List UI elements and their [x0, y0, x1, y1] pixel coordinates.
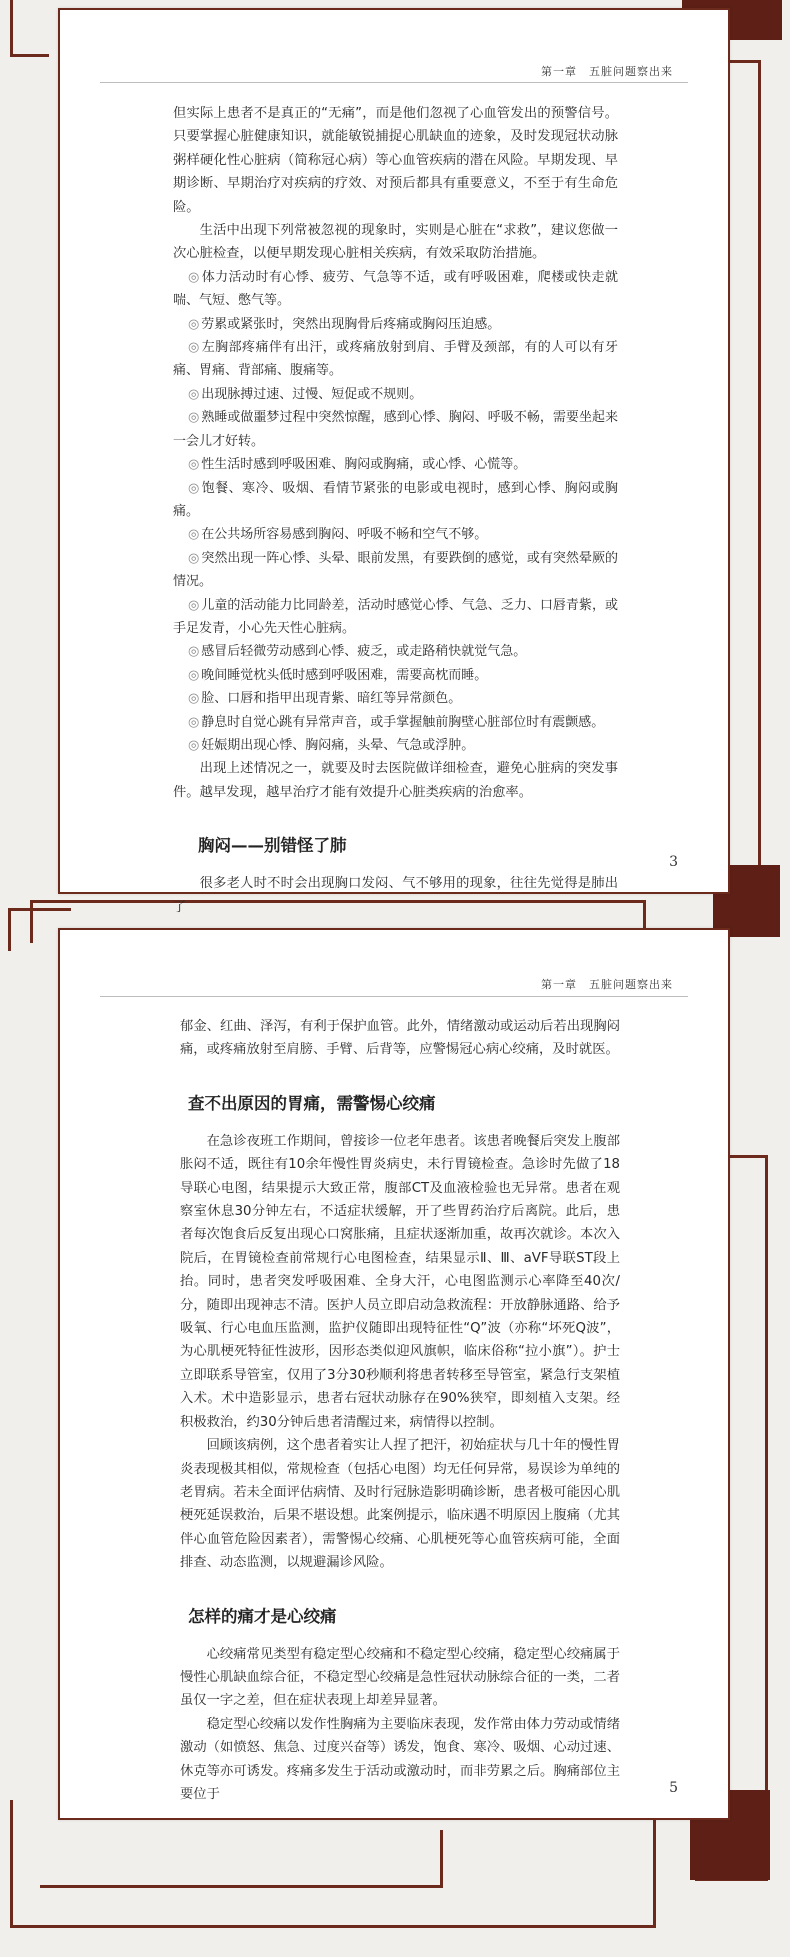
- bullet-icon: ◎: [187, 550, 200, 566]
- book-page-3: [58, 8, 730, 915]
- list-item: ◎ 儿童的活动能力比同龄差，活动时感觉心悸、气急、乏力、口唇青紫，或手足发青，小心先天性心脏病。: [173, 597, 618, 636]
- bullet-icon: ◎: [187, 667, 200, 683]
- page-body: [180, 1015, 620, 1806]
- section-title: 怎样的痛才是心绞痛: [188, 1606, 337, 1626]
- frame-line-top-left: [10, 0, 49, 57]
- list-item: ◎ 感冒后轻微劳动感到心悸、疲乏，或走路稍快就觉气急。: [187, 644, 527, 660]
- paragraph: 在急诊夜班工作期间，曾接诊一位老年患者。该患者晚餐后突发上腹部胀闷不适，既往有10余年慢性胃炎病史，未行胃镜检查。急诊时先做了18导联心电图，结果提示大致正常，腹部CT及血液检验也无异常。患者在观察室休息30分钟左右，不适症状缓解，开了些胃药治疗后离院。此后，患者每次饱食后反复出现心口窝胀痛，且症状逐渐加重，故再次就诊。本次入院后，在胃镜检查前常规行心电图检查，结果显示Ⅱ、Ⅲ、aVF导联ST段上抬。同时，患者突发呼吸困难、全身大汗，心电图监测示心率降至40次/分，随即出现神志不清。医护人员立即启动急救流程：开放静脉通路、给予吸氧、行心电血压监测，监护仪随即出现特征性“Q”波（亦称“坏死Q波”，为心肌梗死特征性波形，因形态类似迎风旗帜，临床俗称“拉小旗”）。护士立即联系导管室，仅用了3分30秒顺利将患者转移至导管室，紧急行支架植入术。术中造影显示，患者右冠状动脉存在90%狭窄，即刻植入支架。经积极救治，约30分钟后患者清醒过来，病情得以控制。: [180, 1133, 620, 1430]
- list-item: ◎ 左胸部疼痛伴有出汗，或疼痛放射到肩、手臂及颈部，有的人可以有牙痛、胃痛、背部痛、腹痛等。: [173, 340, 618, 379]
- paragraph: 回顾该病例，这个患者着实让人捏了把汗，初始症状与几十年的慢性胃炎表现极其相似，常规检查（包括心电图）均无任何异常，易误诊为单纯的老胃病。若未全面评估病情、及时行冠脉造影明确诊断，患者极可能因心肌梗死延误救治，后果不堪设想。此案例提示，临床遇不明原因上腹痛（尤其伴心血管危险因素者），需警惕心绞痛、心肌梗死等心血管疾病可能，全面排查、动态监测，以规避漏诊风险。: [180, 1438, 620, 1571]
- page-number: 5: [669, 1780, 678, 1796]
- bullet-icon: ◎: [187, 691, 200, 707]
- list-item: ◎ 在公共场所容易感到胸闷、呼吸不畅和空气不够。: [187, 527, 488, 543]
- list-item: ◎ 性生活时感到呼吸困难、胸闷或胸痛，或心悸、心慌等。: [187, 457, 527, 473]
- paragraph: 心绞痛常见类型有稳定型心绞痛和不稳定型心绞痛，稳定型心绞痛属于慢性心肌缺血综合征，不稳定型心绞痛是急性冠状动脉综合征的一类，二者虽仅一字之差，但在症状表现上却差异显著。: [180, 1646, 620, 1709]
- list-item: ◎ 饱餐、寒冷、吸烟、看情节紧张的电影或电视时，感到心悸、胸闷或胸痛。: [173, 480, 618, 519]
- bullet-icon: ◎: [187, 340, 200, 356]
- page-body: [173, 102, 618, 919]
- paragraph: 郁金、红曲、泽泻，有利于保护血管。此外，情绪激动或运动后若出现胸闷痛，或疼痛放射至肩膀、手臂、后背等，应警惕冠心病心绞痛，及时就医。: [180, 1019, 620, 1058]
- frame-line-bottom-inner: [40, 1830, 443, 1888]
- bullet-icon: ◎: [187, 480, 200, 496]
- list-item: ◎ 晚间睡觉枕头低时感到呼吸困难，需要高枕而睡。: [187, 667, 488, 683]
- paragraph: 但实际上患者不是真正的“无痛”，而是他们忽视了心血管发出的预警信号。只要掌握心脏健康知识，就能敏锐捕捉心肌缺血的迹象，及时发现冠状动脉粥样硬化性心脏病（简称冠心病）等心血管疾病的潜在风险。早期发现、早期诊断、早期治疗对疾病的疗效、对预后都具有重要意义，不至于有生命危险。: [173, 106, 618, 215]
- bullet-icon: ◎: [187, 644, 200, 660]
- bullet-icon: ◎: [187, 527, 200, 543]
- header-rule: [100, 82, 688, 83]
- list-item: ◎ 妊娠期出现心悸、胸闷痛，头晕、气急或浮肿。: [187, 737, 475, 753]
- book-page-5: [58, 928, 730, 1820]
- list-item: ◎ 脸、口唇和指甲出现青紫、暗红等异常颜色。: [187, 691, 462, 707]
- list-item: ◎ 静息时自觉心跳有异常声音，或手掌握触前胸壁心脏部位时有震颤感。: [187, 714, 605, 730]
- list-item: ◎ 出现脉搏过速、过慢、短促或不规则。: [187, 386, 423, 402]
- bullet-icon: ◎: [187, 597, 200, 613]
- running-head: 第一章 五脏问题察出来: [541, 65, 673, 78]
- paragraph: 很多老人时不时会出现胸口发闷、气不够用的现象，往往先觉得是肺出了: [173, 876, 618, 915]
- header-rule: [100, 996, 688, 997]
- symptom-list: [173, 266, 618, 758]
- list-item: ◎ 体力活动时有心悸、疲劳、气急等不适，或有呼吸困难，爬楼或快走就喘、气短、憋气等。: [173, 269, 618, 309]
- list-item: ◎ 突然出现一阵心悸、头晕、眼前发黑，有要跌倒的感觉，或有突然晕厥的情况。: [173, 550, 618, 590]
- paragraph: 出现上述情况之一，就要及时去医院做详细检查，避免心脏病的突发事件。越早发现，越早治疗才能有效提升心脏类疾病的治愈率。: [173, 761, 618, 800]
- list-item: ◎ 熟睡或做噩梦过程中突然惊醒，感到心悸、胸闷、呼吸不畅，需要坐起来一会儿才好转。: [173, 410, 618, 449]
- running-head: 第一章 五脏问题察出来: [541, 978, 673, 991]
- bullet-icon: ◎: [187, 269, 200, 285]
- paragraph: 稳定型心绞痛以发作性胸痛为主要临床表现，发作常由体力劳动或情绪激动（如愤怒、焦急、过度兴奋等）诱发，饱食、寒冷、吸烟、心动过速、休克等亦可诱发。疼痛多发生于活动或激动时，而非劳累之后。胸痛部位主要位于: [180, 1716, 620, 1802]
- bullet-icon: ◎: [187, 410, 200, 426]
- section-title: 查不出原因的胃痛，需警惕心绞痛: [188, 1093, 436, 1113]
- bullet-icon: ◎: [187, 737, 200, 753]
- bullet-icon: ◎: [187, 714, 200, 730]
- section-title: 胸闷——别错怪了肺: [198, 836, 347, 856]
- bullet-icon: ◎: [187, 386, 200, 402]
- bullet-icon: ◎: [187, 457, 200, 473]
- bullet-icon: ◎: [187, 316, 200, 332]
- page-number: 3: [669, 854, 678, 870]
- paragraph: 生活中出现下列常被忽视的现象时，实则是心脏在“求救”，建议您做一次心脏检查，以便早期发现心脏相关疾病，有效采取防治措施。: [173, 223, 618, 262]
- list-item: ◎ 劳累或紧张时，突然出现胸骨后疼痛或胸闷压迫感。: [187, 316, 501, 332]
